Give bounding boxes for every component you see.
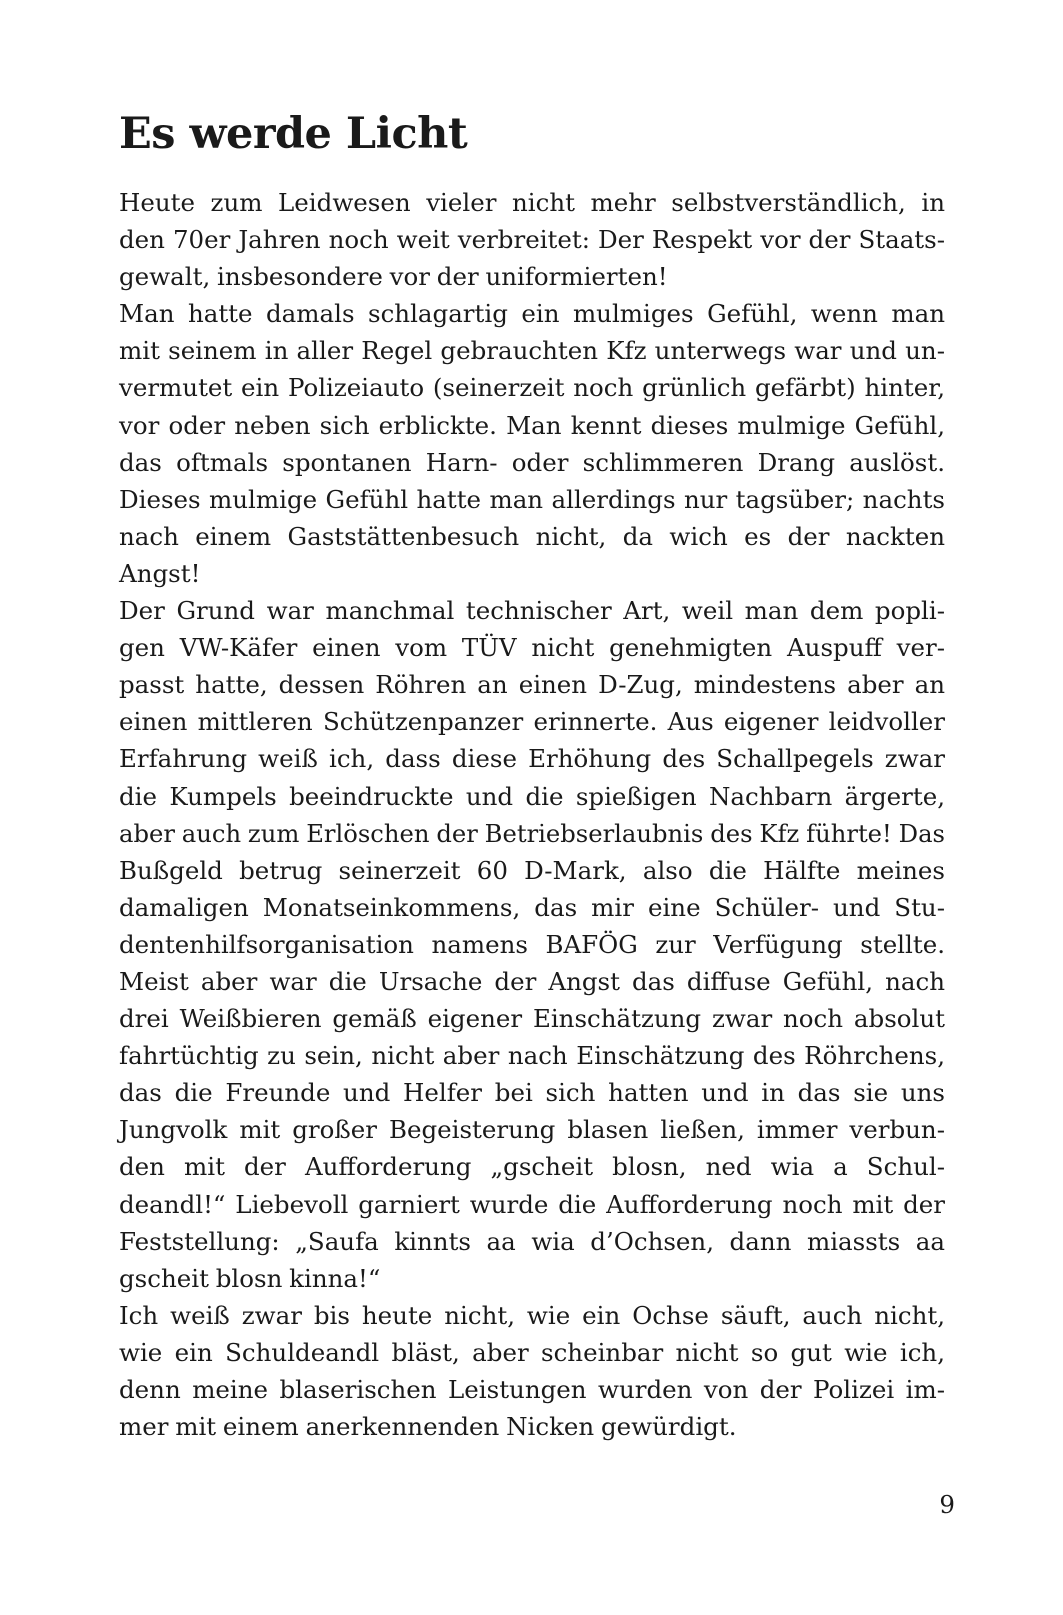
text-line: Dieses mulmige Gefühl hatte man allerdings nur tagsüber; nachts — [119, 484, 945, 514]
text-line: Heute zum Leidwesen vieler nicht mehr selbstverständlich, in — [119, 188, 945, 217]
text-line: fahrtüchtig zu sein, nicht aber nach Einschätzung des Röhrchens, — [119, 1041, 945, 1071]
text-line: Angst! — [119, 558, 201, 588]
text-line: gscheit blosn kinna!“ — [119, 1263, 381, 1293]
text-line: Meist aber war die Ursache der Angst das diffuse Gefühl, nach — [119, 966, 945, 996]
text-line: mer mit einem anerkennenden Nicken gewürdigt. — [119, 1412, 737, 1442]
text-line: Ich weiß zwar bis heute nicht, wie ein Ochse säuft, auch nicht, — [119, 1300, 945, 1330]
body-text — [119, 184, 945, 1445]
text-line: gewalt, insbesondere vor der uniformierten! — [119, 262, 668, 292]
text-line: aber auch zum Erlöschen der Betriebserlaubnis des Kfz führte! Das — [119, 818, 945, 848]
text-line: passt hatte, dessen Röhren an einen D-Zug, mindestens aber an — [119, 670, 945, 700]
text-line: mit seinem in aller Regel gebrauchten Kfz unterwegs war und un- — [119, 336, 945, 366]
text-line: nach einem Gaststättenbesuch nicht, da wich es der nackten — [119, 521, 945, 551]
text-line: Man hatte damals schlagartig ein mulmiges Gefühl, wenn man — [119, 299, 945, 329]
text-line: die Kumpels beeindruckte und die spießigen Nachbarn ärgerte, — [119, 781, 945, 811]
text-line: deandl!“ Liebevoll garniert wurde die Aufforderung noch mit der — [119, 1189, 945, 1219]
text-line: Feststellung: „Saufa kinnts aa wia d’Ochsen, dann miassts aa — [119, 1226, 945, 1256]
text-line: drei Weißbieren gemäß eigener Einschätzung zwar noch absolut — [119, 1004, 945, 1034]
text-line: denn meine blaserischen Leistungen wurden von der Polizei im- — [119, 1375, 945, 1404]
text-line: den mit der Aufforderung „gscheit blosn, ned wia a Schul- — [119, 1152, 945, 1182]
text-line: dentenhilfsorganisation namens BAFÖG zur Verfügung stellte. — [119, 929, 945, 959]
text-line: Der Grund war manchmal technischer Art, weil man dem popli- — [119, 596, 945, 626]
text-line: vermutet ein Polizeiauto (seinerzeit noch grünlich gefärbt) hinter, — [119, 373, 945, 403]
text-line: einen mittleren Schützenpanzer erinnerte. Aus eigener leidvoller — [119, 707, 945, 737]
text-line: das oftmals spontanen Harn- oder schlimmeren Drang auslöst. — [119, 447, 945, 477]
text-line: gen VW-Käfer einen vom TÜV nicht genehmigten Auspuff ver- — [119, 633, 945, 663]
text-line: wie ein Schuldeandl bläst, aber scheinbar nicht so gut wie ich, — [119, 1337, 945, 1367]
text-line: das die Freunde und Helfer bei sich hatten und in das sie uns — [119, 1078, 945, 1108]
text-line: Erfahrung weiß ich, dass diese Erhöhung des Schallpegels zwar — [119, 744, 945, 774]
text-line: Jungvolk mit großer Begeisterung blasen ließen, immer verbun- — [119, 1115, 945, 1145]
text-line: den 70er Jahren noch weit verbreitet: Der Respekt vor der Staats- — [119, 225, 945, 255]
chapter-title: Es werde Licht — [119, 109, 468, 159]
text-line: damaligen Monatseinkommens, das mir eine Schüler- und Stu- — [119, 892, 945, 922]
text-line: vor oder neben sich erblickte. Man kennt dieses mulmige Gefühl, — [119, 410, 945, 440]
text-line: Bußgeld betrug seinerzeit 60 D-Mark, also die Hälfte meines — [119, 855, 945, 885]
page-number: 9 — [939, 1490, 955, 1519]
